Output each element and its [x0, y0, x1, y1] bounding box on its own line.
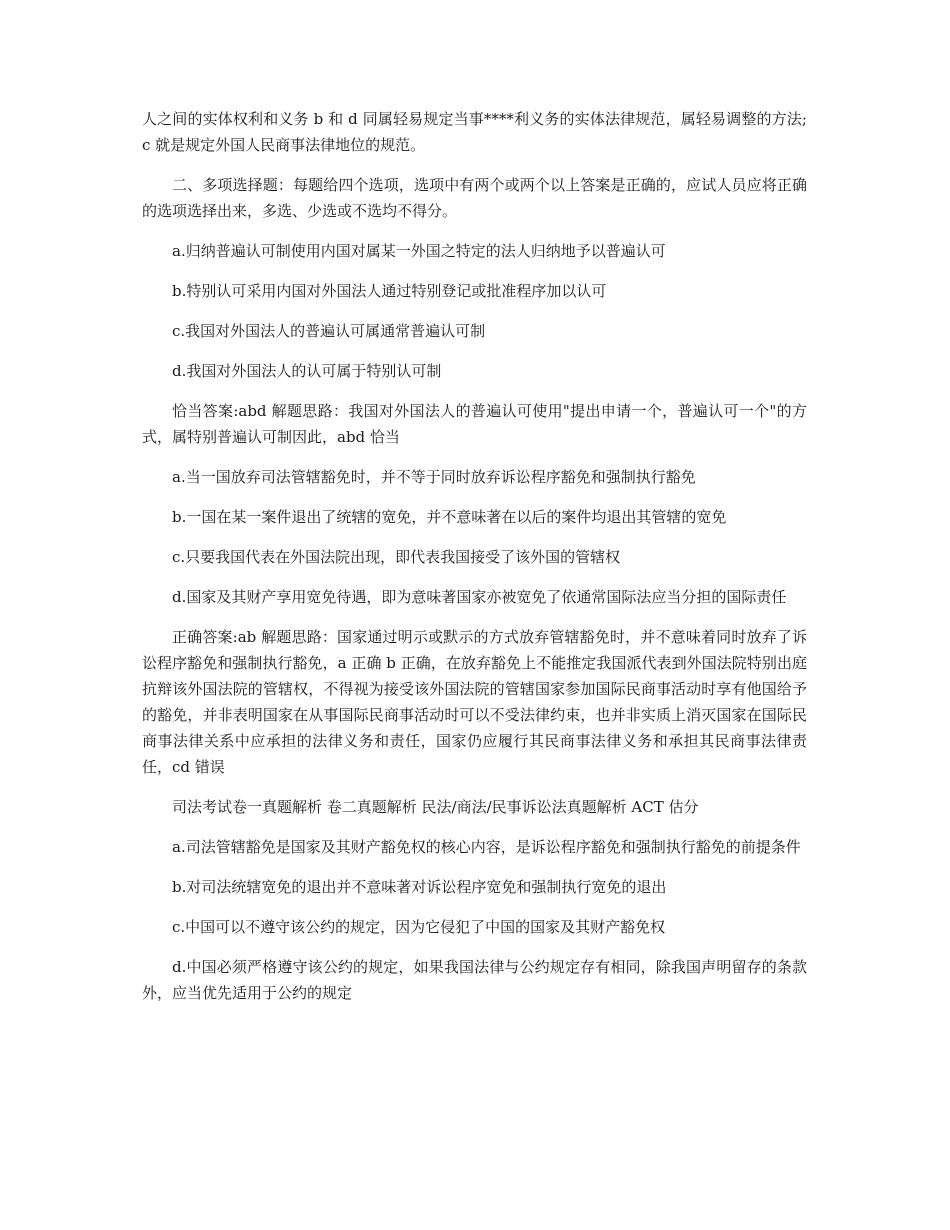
option-a: a.归纳普遍认可制使用内国对属某一外国之特定的法人归纳地予以普遍认可 [172, 242, 666, 260]
option-a: a.当一国放弃司法管辖豁免时，并不等于同时放弃诉讼程序豁免和强制执行豁免 [172, 468, 696, 486]
option-a: a.司法管辖豁免是国家及其财产豁免权的核心内容，是诉讼程序豁免和强制执行豁免的前提条件 [172, 838, 801, 856]
section-heading-multiple-choice: 二、多项选择题：每题给四个选项，选项中有两个或两个以上答案是正确的，应试人员应将正确的选项选择出来，多选、少选或不选均不得分。 [142, 176, 807, 220]
option-c: c.我国对外国法人的普遍认可属通常普遍认可制 [172, 322, 486, 340]
option-d: d.我国对外国法人的认可属于特别认可制 [172, 362, 442, 380]
answer-explanation: 正确答案:ab 解题思路：国家通过明示或默示的方式放弃管辖豁免时，并不意味着同时放弃了诉讼程序豁免和强制执行豁免，a 正确 b 正确，在放弃豁免上不能推定我国派代表到外国法院特别出庭抗辩该外国法院的管辖权，不得视为接受该外国法院的管辖国家参加国际民商事活动时享有他国给予的豁免，并非表明国家在从事国际民商事活动时可以不受法律约束，也并非实质上消灭国家在国际民商事法律关系中应承担的法律义务和责任，国家仍应履行其民商事法律义务和承担其民商事法律责任，cd 错误 [142, 628, 807, 776]
paragraph-continuation: 人之间的实体权利和义务 b 和 d 同属轻易规定当事****利义务的实体法律规范，属轻易调整的方法;c 就是规定外国人民商事法律地位的规范。 [142, 110, 807, 154]
option-c: c.中国可以不遵守该公约的规定，因为它侵犯了中国的国家及其财产豁免权 [172, 918, 666, 936]
option-b: b.一国在某一案件退出了统辖的宽免，并不意味著在以后的案件均退出其管辖的宽免 [172, 508, 727, 526]
related-links-line: 司法考试卷一真题解析 卷二真题解析 民法/商法/民事诉讼法真题解析 ACT 估分 [172, 798, 699, 816]
option-b: b.特别认可采用内国对外国法人通过特别登记或批准程序加以认可 [172, 282, 607, 300]
option-d: d.中国必须严格遵守该公约的规定，如果我国法律与公约规定存有相同，除我国声明留存的条款外，应当优先适用于公约的规定 [142, 958, 807, 1002]
document-page [142, 106, 807, 1020]
option-b: b.对司法统辖宽免的退出并不意味著对诉讼程序宽免和强制执行宽免的退出 [172, 878, 667, 896]
option-d: d.国家及其财产享用宽免待遇，即为意味著国家亦被宽免了依通常国际法应当分担的国际责任 [172, 588, 787, 606]
option-c: c.只要我国代表在外国法院出现，即代表我国接受了该外国的管辖权 [172, 548, 621, 566]
answer-explanation: 恰当答案:abd 解题思路：我国对外国法人的普遍认可使用"提出申请一个，普遍认可一个"的方式，属特别普遍认可制因此，abd 恰当 [142, 402, 807, 446]
